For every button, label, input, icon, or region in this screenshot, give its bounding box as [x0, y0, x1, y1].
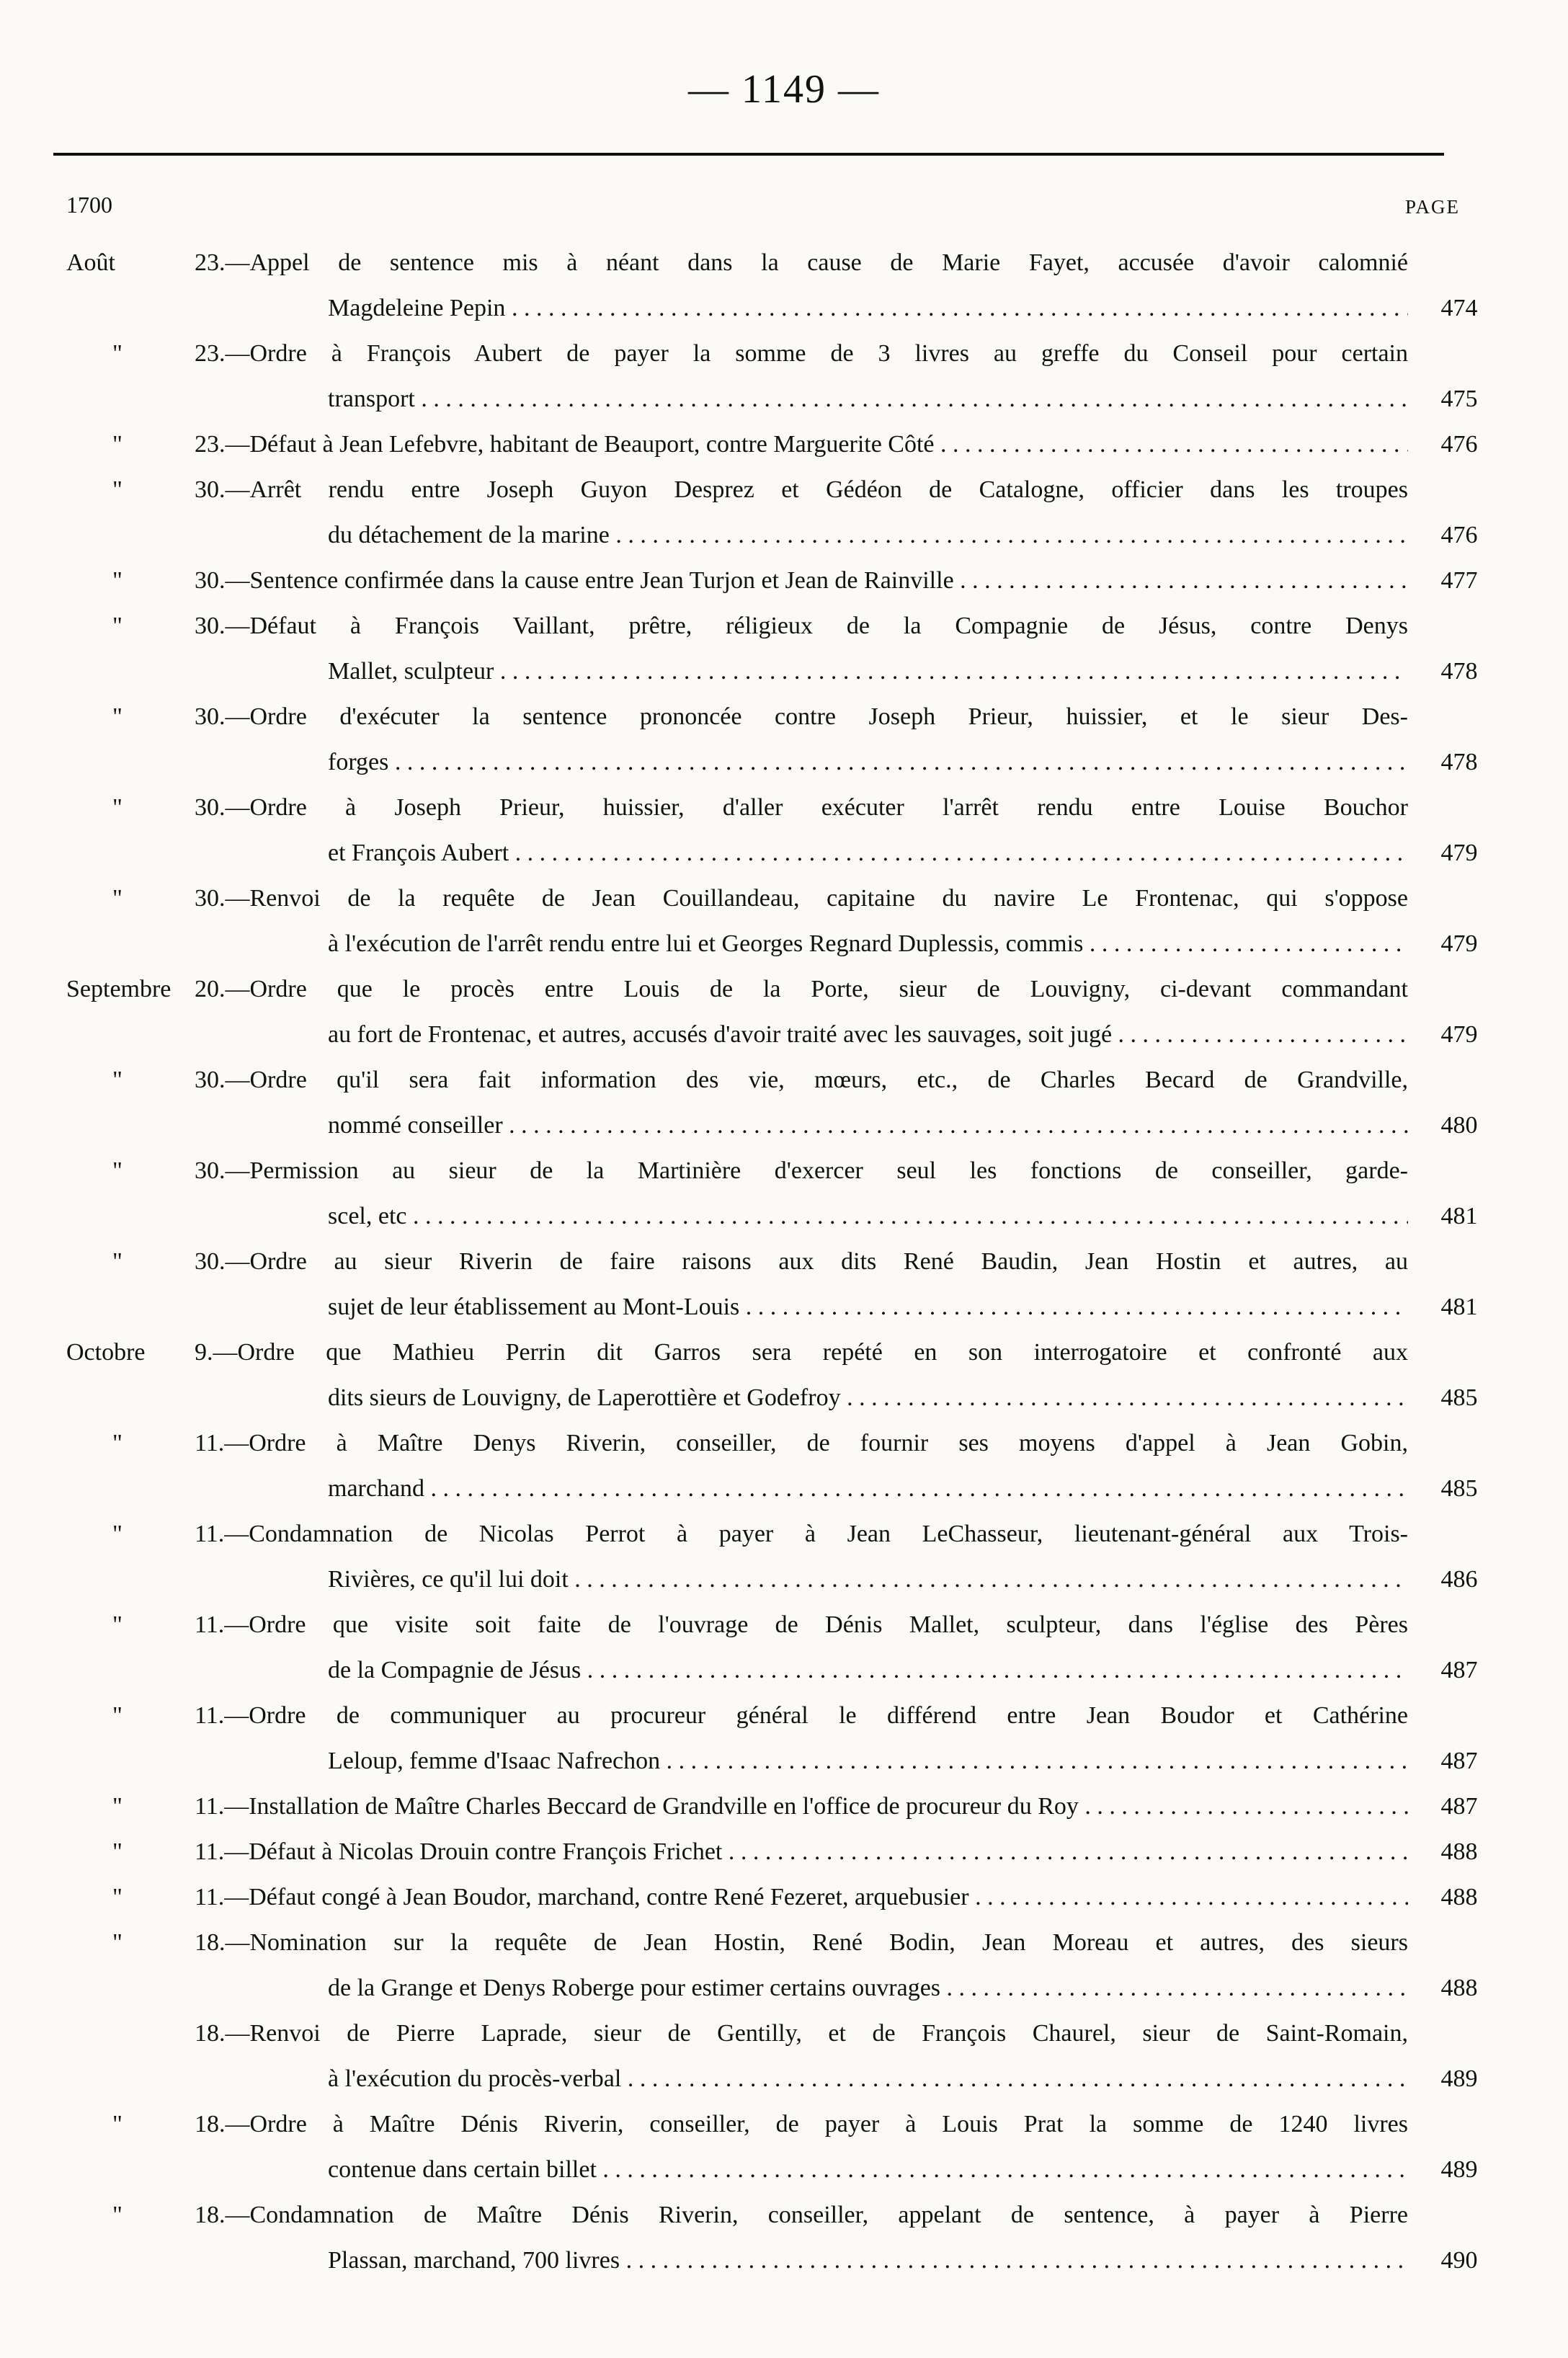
entry-line: [0, 1330, 1568, 1375]
entry-line: [0, 1693, 1568, 1738]
entry-line: [0, 285, 1568, 331]
entry-line: [0, 603, 1568, 649]
entry-line: [0, 1012, 1568, 1057]
ditto-mark: ": [112, 1793, 122, 1820]
entry-line: [0, 240, 1568, 285]
index-entry: [0, 1829, 1568, 1874]
entry-line: [0, 1965, 1568, 2011]
ditto-mark: ": [112, 1521, 122, 1547]
entry-line: [0, 785, 1568, 830]
entry-text: marchand . . .: [328, 1466, 1408, 1511]
entry-line: [0, 2238, 1568, 2283]
index-entry: [0, 558, 1568, 603]
entry-line: [0, 1738, 1568, 1784]
entry-text: 11.—Défaut à Nicolas Drouin contre François Frichet . . .: [195, 1829, 1408, 1874]
entry-text: 30.—Permission au sieur de la Martinière d'exercer seul les fonctions de conseiller, garde-: [195, 1157, 1408, 1184]
index-entry: [0, 1602, 1568, 1693]
entry-text: 18.—Renvoi de Pierre Laprade, sieur de Gentilly, et de François Chaurel, sieur de Saint-Romain,: [195, 2020, 1408, 2047]
entry-line: [0, 921, 1568, 966]
entry-line: [0, 512, 1568, 558]
entry-line: [0, 1557, 1568, 1602]
entry-line: [0, 2147, 1568, 2192]
entry-line: [0, 830, 1568, 876]
entry-text: 11.—Défaut congé à Jean Boudor, marchand, contre René Fezeret, arquebusier . . .: [195, 1874, 1408, 1920]
entry-text: 30.—Sentence confirmée dans la cause entre Jean Turjon et Jean de Rainville . . .: [195, 558, 1408, 603]
entry-line: [0, 376, 1568, 422]
header-rule: [53, 153, 1444, 156]
entry-line: [0, 331, 1568, 376]
ditto-mark: ": [112, 613, 122, 639]
page-reference: 478: [1440, 749, 1478, 775]
ditto-mark: ": [112, 1884, 122, 1910]
page-reference: 487: [1440, 1748, 1478, 1774]
entry-line: [0, 1602, 1568, 1647]
page-reference: 477: [1440, 567, 1478, 594]
entry-line: [0, 558, 1568, 603]
entry-text: sujet de leur établissement au Mont-Louis . . .: [328, 1284, 1408, 1330]
page-reference: 481: [1440, 1294, 1478, 1320]
entry-line: [0, 2192, 1568, 2238]
entry-line: [0, 422, 1568, 467]
entry-text: scel, etc . . .: [328, 1193, 1408, 1239]
entry-line: [0, 1103, 1568, 1148]
entry-text: 30.—Défaut à François Vaillant, prêtre, réligieux de la Compagnie de Jésus, contre Denys: [195, 613, 1408, 639]
ditto-mark: ": [112, 2111, 122, 2137]
entry-month: Septembre: [66, 976, 172, 1002]
page-reference: 481: [1440, 1203, 1478, 1229]
entry-line: [0, 1466, 1568, 1511]
ditto-mark: ": [112, 794, 122, 821]
page-reference: 487: [1440, 1793, 1478, 1820]
ditto-mark: ": [112, 1157, 122, 1184]
ditto-mark: ": [112, 431, 122, 458]
page-reference: 486: [1440, 1566, 1478, 1593]
entry-line: [0, 2056, 1568, 2101]
entry-text: forges . . .: [328, 739, 1408, 785]
entry-line: [0, 1193, 1568, 1239]
entry-text: Leloup, femme d'Isaac Nafrechon . . .: [328, 1738, 1408, 1784]
entry-text: Rivières, ce qu'il lui doit . . .: [328, 1557, 1408, 1602]
entry-line: [0, 1057, 1568, 1103]
entry-line: [0, 694, 1568, 739]
index-entry: [0, 1511, 1568, 1602]
index-entry: [0, 422, 1568, 467]
entry-text: et François Aubert . . .: [328, 830, 1408, 876]
year-label: 1700: [66, 192, 112, 218]
page-reference: 485: [1440, 1475, 1478, 1502]
entry-text: 30.—Ordre qu'il sera fait information des vie, mœurs, etc., de Charles Becard de Grandville,: [195, 1067, 1408, 1093]
page-reference: 489: [1440, 2065, 1478, 2092]
ditto-mark: ": [112, 1248, 122, 1275]
page-column-label: PAGE: [1404, 196, 1460, 218]
entry-text: 23.—Appel de sentence mis à néant dans la cause de Marie Fayet, accusée d'avoir calomnié: [195, 249, 1408, 276]
page-reference: 478: [1440, 658, 1478, 685]
entry-text: 30.—Ordre à Joseph Prieur, huissier, d'aller exécuter l'arrêt rendu entre Louise Bouchor: [195, 794, 1408, 821]
index-entry: [0, 1330, 1568, 1420]
entry-text: Magdeleine Pepin . . .: [328, 285, 1408, 331]
ditto-mark: ": [112, 1611, 122, 1638]
index-entry: [0, 1420, 1568, 1511]
entry-text: 30.—Renvoi de la requête de Jean Couillandeau, capitaine du navire Le Frontenac, qui s'oppose: [195, 885, 1408, 912]
page-reference: 480: [1440, 1112, 1478, 1139]
entry-text: dits sieurs de Louvigny, de Laperottière et Godefroy . . .: [328, 1375, 1408, 1420]
entry-line: [0, 1874, 1568, 1920]
entry-line: [0, 1647, 1568, 1693]
ditto-mark: ": [112, 1430, 122, 1456]
entry-text: 23.—Défaut à Jean Lefebvre, habitant de Beauport, contre Marguerite Côté . . .: [195, 422, 1408, 467]
entry-text: 9.—Ordre que Mathieu Perrin dit Garros sera repété en son interrogatoire et confronté aux: [195, 1339, 1408, 1366]
page-reference: 475: [1440, 386, 1478, 412]
entry-text: de la Grange et Denys Roberge pour estimer certains ouvrages . . .: [328, 1965, 1408, 2011]
index-entry: [0, 966, 1568, 1057]
entry-text: 30.—Arrêt rendu entre Joseph Guyon Desprez et Gédéon de Catalogne, officier dans les troupes: [195, 476, 1408, 503]
page-reference: 476: [1440, 522, 1478, 548]
index-entry: [0, 694, 1568, 785]
entry-text: 18.—Nomination sur la requête de Jean Hostin, René Bodin, Jean Moreau et autres, des sieurs: [195, 1929, 1408, 1956]
index-entry: [0, 876, 1568, 966]
entry-line: [0, 2101, 1568, 2147]
page-reference: 479: [1440, 840, 1478, 866]
entry-month: Août: [66, 249, 115, 276]
entry-line: [0, 1420, 1568, 1466]
entry-line: [0, 739, 1568, 785]
index-entry: [0, 331, 1568, 422]
entry-text: au fort de Frontenac, et autres, accusés d'avoir traité avec les sauvages, soit jugé . . .: [328, 1012, 1408, 1057]
page-reference: 489: [1440, 2156, 1478, 2183]
entry-text: 23.—Ordre à François Aubert de payer la somme de 3 livres au greffe du Conseil pour certain: [195, 340, 1408, 367]
page-reference: 488: [1440, 1975, 1478, 2001]
index-entry: [0, 1148, 1568, 1239]
entry-line: [0, 1829, 1568, 1874]
entry-line: [0, 1239, 1568, 1284]
entry-text: 11.—Ordre que visite soit faite de l'ouvrage de Dénis Mallet, sculpteur, dans l'église des Pères: [195, 1611, 1408, 1638]
page-reference: 479: [1440, 1021, 1478, 1048]
page-reference: 490: [1440, 2247, 1478, 2274]
entry-line: [0, 876, 1568, 921]
entry-line: [0, 1375, 1568, 1420]
entry-text: 11.—Condamnation de Nicolas Perrot à payer à Jean LeChasseur, lieutenant-général aux Trois-: [195, 1521, 1408, 1547]
entry-text: 11.—Ordre de communiquer au procureur général le différend entre Jean Boudor et Cathérine: [195, 1702, 1408, 1729]
entry-text: 20.—Ordre que le procès entre Louis de la Porte, sieur de Louvigny, ci-devant commandant: [195, 976, 1408, 1002]
ditto-mark: ": [112, 1838, 122, 1865]
index-entries: [0, 240, 1568, 2283]
index-entry: [0, 2011, 1568, 2101]
index-entry: [0, 785, 1568, 876]
entry-text: 11.—Ordre à Maître Denys Riverin, conseiller, de fournir ses moyens d'appel à Jean Gobin,: [195, 1430, 1408, 1456]
page-reference: 474: [1440, 295, 1478, 321]
entry-text: Mallet, sculpteur . . .: [328, 649, 1408, 694]
entry-line: [0, 2011, 1568, 2056]
index-entry: [0, 240, 1568, 331]
entry-text: à l'exécution de l'arrêt rendu entre lui et Georges Regnard Duplessis, commis . . .: [328, 921, 1408, 966]
entry-text: 11.—Installation de Maître Charles Beccard de Grandville en l'office de procureur du Roy . . .: [195, 1784, 1408, 1829]
ditto-mark: ": [112, 703, 122, 730]
index-entry: [0, 1057, 1568, 1148]
index-entry: [0, 1239, 1568, 1330]
ditto-mark: ": [112, 567, 122, 594]
entry-text: à l'exécution du procès-verbal . . .: [328, 2056, 1408, 2101]
entry-month: Octobre: [66, 1339, 146, 1366]
ditto-mark: ": [112, 476, 122, 503]
ditto-mark: ": [112, 2202, 122, 2228]
entry-text: 18.—Ordre à Maître Dénis Riverin, conseiller, de payer à Louis Prat la somme de 1240 livres: [195, 2111, 1408, 2137]
page-reference: 479: [1440, 930, 1478, 957]
ditto-mark: ": [112, 1067, 122, 1093]
entry-line: [0, 1920, 1568, 1965]
entry-text: nommé conseiller . . .: [328, 1103, 1408, 1148]
entry-line: [0, 467, 1568, 512]
index-entry: [0, 1874, 1568, 1920]
ditto-mark: ": [112, 885, 122, 912]
index-entry: [0, 1784, 1568, 1829]
entry-text: 30.—Ordre au sieur Riverin de faire raisons aux dits René Baudin, Jean Hostin et autres, au: [195, 1248, 1408, 1275]
entry-line: [0, 966, 1568, 1012]
page-number: — 1149 —: [688, 67, 880, 112]
entry-text: de la Compagnie de Jésus . . .: [328, 1647, 1408, 1693]
index-entry: [0, 467, 1568, 558]
index-entry: [0, 2101, 1568, 2192]
entry-line: [0, 1148, 1568, 1193]
ditto-mark: ": [112, 1702, 122, 1729]
index-entry: [0, 603, 1568, 694]
index-entry: [0, 1693, 1568, 1784]
entry-text: transport . . .: [328, 376, 1408, 422]
entry-text: 30.—Ordre d'exécuter la sentence prononcée contre Joseph Prieur, huissier, et le sieur Des-: [195, 703, 1408, 730]
entry-line: [0, 1511, 1568, 1557]
entry-text: du détachement de la marine . . .: [328, 512, 1408, 558]
ditto-mark: ": [112, 1929, 122, 1956]
index-entry: [0, 2192, 1568, 2283]
page-reference: 487: [1440, 1657, 1478, 1683]
entry-text: Plassan, marchand, 700 livres . . .: [328, 2238, 1408, 2283]
ditto-mark: ": [112, 340, 122, 367]
entry-line: [0, 649, 1568, 694]
page-reference: 488: [1440, 1884, 1478, 1910]
entry-line: [0, 1284, 1568, 1330]
entry-line: [0, 1784, 1568, 1829]
page-reference: 476: [1440, 431, 1478, 458]
page-reference: 485: [1440, 1384, 1478, 1411]
entry-text: 18.—Condamnation de Maître Dénis Riverin, conseiller, appelant de sentence, à payer à Pierre: [195, 2202, 1408, 2228]
index-entry: [0, 1920, 1568, 2011]
page-reference: 488: [1440, 1838, 1478, 1865]
entry-text: contenue dans certain billet . . .: [328, 2147, 1408, 2192]
